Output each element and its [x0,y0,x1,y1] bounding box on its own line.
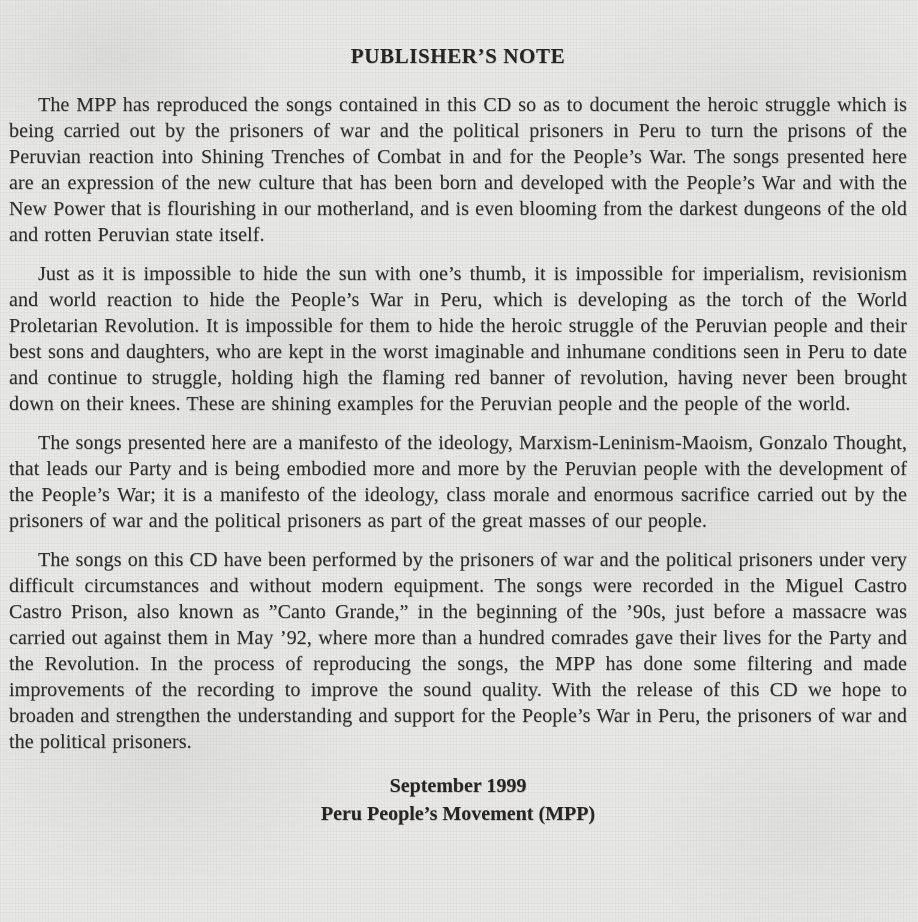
page-title: PUBLISHER’S NOTE [350,44,566,68]
footer-date: September 1999 [389,775,527,797]
paragraph-1: The MPP has reproduced the songs contained in this CD so as to document the heroic struggle which is being carried out by the prisoners of war and the political prisoners in Peru to turn the prisons of the Peruvian reaction into Shining Trenches of Combat in and for the People’s War. The songs presented here are an expression of the new culture that has been born and developed with the People’s War and with the New Power that is flourishing in our motherland, and is even blooming from the darkest dungeons of the old and rotten Peruvian state itself. [9,94,907,246]
footer-organization: Peru People’s Movement (MPP) [320,803,596,825]
paragraph-2: Just as it is impossible to hide the sun with one’s thumb, it is impossible for imperialism, revisionism and world reaction to hide the People’s War in Peru, which is developing as the torch of the World Proletarian Revolution. It is impossible for them to hide the heroic struggle of the Peruvian people and their best sons and daughters, who are kept in the worst imaginable and inhumane conditions seen in Peru to date and continue to struggle, holding high the flaming red banner of revolution, having never been brought down on their knees. These are shining examples for the Peruvian people and the people of the world. [9,263,907,415]
footer [9,772,907,828]
paragraph-3: The songs presented here are a manifesto of the ideology, Marxism-Leninism-Maoism, Gonzalo Thought, that leads our Party and is being embodied more and more by the Peruvian people with the development of the People’s War; it is a manifesto of the ideology, class morale and enormous sacrifice carried out by the prisoners of war and the political prisoners as part of the great masses of our people. [9,432,907,532]
paragraph-4: The songs on this CD have been performed by the prisoners of war and the political prisoners under very difficult circumstances and without modern equipment. The songs were recorded in the Miguel Castro Castro Prison, also known as ”Canto Grande,” in the beginning of the ’90s, just before a massacre was carried out against them in May ’92, where more than a hundred comrades gave their lives for the Party and the Revolution. In the process of reproducing the songs, the MPP has done some filtering and made improvements of the recording to improve the sound quality. With the release of this CD we hope to broaden and strengthen the understanding and support for the People’s War in Peru, the prisoners of war and the political prisoners. [9,549,907,753]
note-body [9,92,907,755]
